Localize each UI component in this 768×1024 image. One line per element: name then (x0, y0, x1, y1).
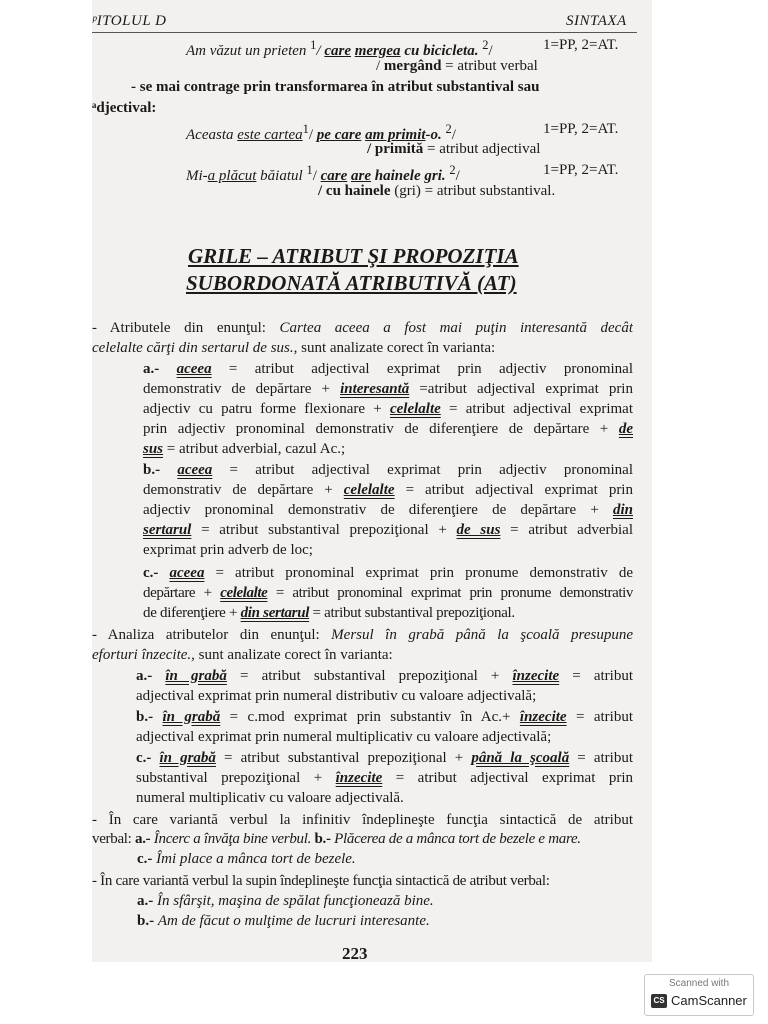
q1-option-b-line-2: demonstrativ de depărtare + celelalte = atribut adjectival exprimat prin (143, 482, 633, 498)
q1-option-b: b.- aceea = atribut adjectival exprimat prin adjectiv pronominal (143, 462, 633, 478)
watermark-caption: Scanned with (668, 978, 730, 989)
page-number: 223 (342, 944, 368, 963)
q4-option-b: b.- Am de făcut o mulţime de lucruri interesante. (137, 913, 430, 929)
q2-option-c: c.- în grabă = atribut substantival prepoziţional + până la şcoală = atribut (136, 750, 633, 766)
q1-option-a-line-5: sus = atribut adverbial, cazul Ac.; (143, 441, 346, 457)
watermark-brand: CamScanner (671, 993, 747, 1008)
q2-option-a-line-2: adjectival exprimat prin numeral distributiv cu valoare adjectivală; (136, 688, 537, 704)
q4-stem: - În care variantă verbul la supin îndeplineşte funcţia sintactică de atribut verbal: (92, 873, 550, 889)
example-3-line: Mi-a plăcut băiatul $^1$/ care are hainele gri. $^2$/ (186, 163, 460, 184)
rule-line-2: ᵃdjectival: (92, 100, 157, 116)
example-2-line: Aceasta este cartea$^1$/ pe care am primit-o. $^2$/ (186, 122, 456, 143)
example-2-transform: / primită = atribut adjectival (367, 141, 541, 157)
q1-option-c: c.- aceea = atribut pronominal exprimat prin pronume demonstrativ de (143, 565, 633, 581)
q3-stem-line-1: - În care variantă verbul la infinitiv îndeplineşte funcţia sintactică de atribut (92, 812, 633, 828)
camscanner-watermark (644, 974, 754, 1016)
q1-option-a: a.- aceea = atribut adjectival exprimat prin adjectiv pronominal (143, 361, 633, 377)
header-rule (92, 32, 637, 33)
q2-option-a: a.- în grabă = atribut substantival prepoziţional + înzecite = atribut (136, 668, 633, 684)
section-title-line-2: SUBORDONATĂ ATRIBUTIVĂ (AT) (186, 271, 517, 295)
q2-option-c-line-2: substantival prepoziţional + înzecite = atribut adjectival exprimat prin (136, 770, 633, 786)
q1-option-c-line-2: depărtare + celelalte = atribut pronominal exprimat prin pronume demonstrativ (143, 585, 633, 601)
q2-option-b: b.- în grabă = c.mod exprimat prin substantiv în Ac.+ înzecite = atribut (136, 709, 633, 725)
example-3-result: 1=PP, 2=AT. (543, 162, 619, 178)
section-title-line-1: GRILE – ATRIBUT ŞI PROPOZIŢIA (188, 244, 519, 268)
camscanner-logo-icon: CS (651, 994, 667, 1008)
example-2-result: 1=PP, 2=AT. (543, 121, 619, 137)
q2-option-c-line-3: numeral multiplicativ cu valoare adjectivală. (136, 790, 404, 806)
q1-option-a-line-3: adjectiv cu patru forme flexionare + celelalte = atribut adjectival exprimat (143, 401, 633, 417)
q2-stem-line-2: eforturi înzecite., sunt analizate corect în varianta: (92, 647, 393, 663)
q1-stem-line-1: - Atributele din enunţul: Cartea aceea a fost mai puţin interesantă decât (92, 320, 633, 336)
q3-stem-line-2: verbal: a.- Încerc a învăţa bine verbul. b.- Plăcerea de a mânca tort de bezele e mare. (92, 831, 581, 847)
rule-line-1: - se mai contrage prin transformarea în atribut substantival sau (131, 79, 540, 95)
q4-option-a: a.- În sfârşit, maşina de spălat funcţionează bine. (137, 893, 434, 909)
q1-option-b-line-3: adjectiv pronominal demonstrativ de diferenţiere de depărtare + din (143, 502, 633, 518)
example-3-transform: / cu hainele (gri) = atribut substantival. (318, 183, 556, 199)
running-header-section: SINTAXA (566, 13, 627, 29)
q2-stem-line-1: - Analiza atributelor din enunţul: Mersul în grabă până la şcoală presupune (92, 627, 633, 643)
q1-option-c-line-3: de diferenţiere + din sertarul = atribut substantival prepoziţional. (143, 605, 515, 621)
q1-option-a-line-2: demonstrativ de depărtare + interesantă =atribut adjectival exprimat prin (143, 381, 633, 397)
q1-option-b-line-4: sertarul = atribut substantival prepoziţional + de sus = atribut adverbial (143, 522, 633, 538)
q2-option-b-line-2: adjectival exprimat prin numeral multiplicativ cu valoare adjectivală; (136, 729, 552, 745)
example-line-2: / mergând = atribut verbal (376, 58, 538, 74)
q1-option-a-line-4: prin adjectiv pronominal demonstrativ de diferenţiere de depărtare + de (143, 421, 633, 437)
q1-stem-line-2: celelalte cărţi din sertarul de sus., sunt analizate corect în varianta: (92, 340, 496, 356)
example-line-1: Am văzut un prieten $^1$/ care mergea cu bicicleta. $^2$/ (186, 38, 493, 59)
q1-option-b-line-5: exprimat prin adverb de loc; (143, 542, 313, 558)
running-header-chapter: ᵖITOLUL D (92, 13, 167, 29)
example-line-1-result: 1=PP, 2=AT. (543, 37, 619, 53)
q3-option-c: c.- Îmi place a mânca tort de bezele. (137, 851, 356, 867)
